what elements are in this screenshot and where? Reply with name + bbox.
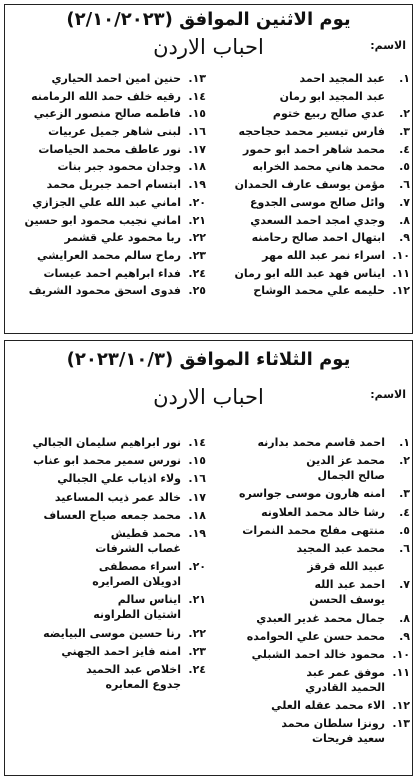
name-line: رونزا سلطان محمد (281, 717, 385, 731)
list-item (8, 124, 206, 139)
person-name (8, 89, 181, 104)
name-line: محمود خالد احمد الشبلي (251, 647, 385, 661)
person-name (8, 159, 181, 174)
person-name (8, 142, 181, 157)
item-number: ٢٠. (188, 195, 206, 209)
list-item (210, 523, 410, 538)
list-item (8, 106, 206, 121)
person-name (210, 106, 385, 121)
name-line: موفق عمر عبد (306, 666, 385, 680)
name-line: نور ابراهيم سليمان الجبالي (32, 436, 181, 449)
person-name (210, 230, 385, 245)
item-number: ١٦. (188, 472, 206, 486)
name-line: ربا محمود علي قشمر (64, 231, 181, 245)
list-item (210, 124, 410, 139)
name-line: نور عاطف محمد الحياصات (38, 142, 181, 156)
name-line-2: يوسف الحسن (309, 593, 385, 607)
list-item (8, 159, 206, 174)
person-name (8, 662, 181, 692)
person-name (8, 195, 181, 210)
item-number: ٢. (399, 454, 410, 468)
name-line: امنه فايز احمد الجهني (61, 644, 181, 658)
list-item (8, 508, 206, 523)
name-line-2: الحميد القادري (305, 681, 385, 695)
name-line-2: اشتيان الطراونه (93, 608, 181, 622)
person-name (8, 177, 181, 192)
item-number: ١٣. (188, 72, 206, 85)
day1-name-label: الاسم: (370, 39, 406, 52)
name-line-2: ادويلان الصرايره (92, 575, 181, 589)
list-item (210, 195, 410, 210)
list-item (8, 266, 206, 281)
list-item (8, 177, 206, 192)
name-line: رنا حسين موسى البيايضه (43, 626, 181, 640)
list-item (8, 213, 206, 228)
name-line: عبيد الله قرقز (307, 560, 385, 574)
name-line: فاطمه صالح منصور الزعبي (33, 107, 181, 121)
day1-left-column (8, 71, 206, 301)
item-number: ١١. (392, 266, 410, 280)
list-item (210, 453, 410, 483)
name-line: وجدي امجد احمد السعدي (250, 213, 385, 227)
item-number: ١٨. (188, 160, 206, 174)
person-name (8, 106, 181, 121)
day1-panel (4, 4, 413, 334)
person-name (210, 283, 385, 298)
name-line: لبنى شاهر جميل عربيات (48, 125, 181, 139)
item-number: ٢٥. (188, 284, 206, 298)
list-item (8, 248, 206, 263)
item-number: ٦. (399, 541, 410, 555)
item-number: ٢. (399, 107, 410, 121)
list-item (8, 471, 206, 486)
item-number: ٦. (399, 178, 410, 192)
name-line: فداء ابراهيم احمد عيسات (43, 266, 181, 280)
day2-name-label: الاسم: (370, 388, 406, 401)
item-number: ٥. (399, 160, 410, 174)
item-number: ١٤. (188, 89, 206, 103)
item-number: ١٣. (392, 717, 410, 731)
list-item (210, 248, 410, 263)
item-number: ١٥. (188, 107, 206, 121)
person-name (8, 471, 181, 486)
list-item (8, 559, 206, 589)
item-number: ٢١. (188, 593, 206, 607)
list-item (8, 526, 206, 556)
list-item (210, 435, 410, 450)
item-number: ٣. (399, 487, 410, 501)
list-item (210, 577, 410, 607)
day2-subtitle: احباب الاردن (153, 385, 264, 409)
item-number: ٤. (399, 142, 410, 156)
name-line: فدوى اسحق محمود الشريف (28, 284, 181, 298)
list-item (8, 490, 206, 505)
item-number: ١٥. (188, 454, 206, 468)
person-name (210, 647, 385, 662)
item-number: ٢٣. (188, 248, 206, 262)
list-item (8, 230, 206, 245)
name-line: عدي صالح ربيع ختوم (272, 107, 385, 121)
item-number: ١٢. (392, 284, 410, 298)
person-name (210, 142, 385, 157)
name-line: ايناس فهد عبد الله ابو رمان (234, 266, 385, 280)
person-name (8, 266, 181, 281)
item-number: ٢٤. (188, 662, 206, 676)
item-number: ١٠. (392, 647, 410, 661)
list-item (210, 230, 410, 245)
name-line: ابتهال احمد صالح رحامنه (251, 231, 385, 245)
person-name (210, 665, 385, 695)
name-line: محمد قطيش (110, 526, 181, 540)
person-name (210, 177, 385, 192)
person-name (210, 266, 385, 281)
name-line: خالد عمر ذيب المساعيد (54, 490, 181, 504)
item-number: ٨. (399, 213, 410, 227)
item-number: ٤. (399, 505, 410, 519)
list-item (210, 559, 410, 574)
person-name (210, 716, 385, 746)
name-line: ايناس سالم (117, 593, 181, 607)
day1-subtitle: احباب الاردن (153, 35, 264, 59)
name-line: احمد قاسم محمد بدارنه (257, 436, 385, 449)
item-number: ٢٢. (188, 626, 206, 640)
item-number: ٧. (399, 578, 410, 592)
person-name (8, 213, 181, 228)
list-item (210, 541, 410, 556)
person-name (8, 508, 181, 523)
person-name (8, 230, 181, 245)
list-item (8, 283, 206, 298)
list-item (210, 698, 410, 713)
person-name (210, 248, 385, 263)
name-line: محمد عبد المجيد (296, 541, 385, 555)
list-item (210, 716, 410, 746)
person-name (8, 559, 181, 589)
day2-panel (4, 340, 413, 776)
day2-left-column (8, 435, 206, 695)
list-item (8, 662, 206, 692)
item-number: ١. (399, 72, 410, 85)
name-line: محمد هاني محمد الخرابه (252, 160, 385, 174)
list-item (210, 647, 410, 662)
list-item (210, 177, 410, 192)
list-item (210, 159, 410, 174)
person-name (8, 124, 181, 139)
name-line-2: سعيد فريحات (312, 732, 385, 746)
person-name (210, 435, 385, 450)
list-item (8, 435, 206, 450)
person-name (210, 195, 385, 210)
name-line: اسراء نمر عبد الله مهر (262, 248, 385, 262)
person-name (210, 577, 385, 607)
day2-title: يوم الثلاثاء الموافق (٢٠٢٣/١٠/٣) (66, 349, 351, 370)
name-line: رشا خالد محمد العلاونه (261, 505, 385, 519)
list-item (8, 592, 206, 622)
item-number: ٨. (399, 611, 410, 625)
person-name (210, 124, 385, 139)
name-line: محمد جمعه صياح العساف (43, 508, 181, 522)
list-item (210, 629, 410, 644)
item-number: ٩. (399, 231, 410, 245)
person-name (8, 453, 181, 468)
name-line: احمد عبد الله (314, 578, 385, 592)
item-number: ٥. (399, 523, 410, 537)
name-line: وائل صالح موسى الجدوع (249, 195, 385, 209)
list-item (210, 213, 410, 228)
name-line: ولاء اذياب علي الجبالي (57, 472, 181, 486)
name-line: رماح سالم محمد العرايشي (36, 248, 181, 262)
list-item (8, 626, 206, 641)
name-line: اماني عبد الله علي الجزازي (32, 195, 181, 209)
person-name (8, 644, 181, 659)
person-name (210, 523, 385, 538)
name-line: اخلاص عبد الحميد (86, 662, 181, 676)
name-line: ابتسام احمد جبريل محمد (46, 178, 181, 192)
name-line-2: غصاب الشرفات (95, 541, 181, 555)
item-number: ١. (399, 436, 410, 449)
list-item (8, 644, 206, 659)
item-number: ٣. (399, 125, 410, 139)
list-item (210, 106, 410, 121)
person-name (210, 159, 385, 174)
name-line: جمال محمد غدير العبدي (256, 611, 385, 625)
item-number: ٧. (399, 195, 410, 209)
person-name (8, 248, 181, 263)
name-line-2: صالح الجمال (317, 469, 385, 483)
name-line: وجدان محمود جبر بنات (57, 160, 181, 174)
name-line: امنه هارون موسى جواسره (239, 487, 385, 501)
day1-right-column (210, 71, 410, 301)
name-line: الاء محمد عقله العلي (271, 699, 385, 713)
list-item (210, 505, 410, 520)
item-number: ٢٣. (188, 644, 206, 658)
name-line: اسراء مصطفى (98, 560, 181, 574)
list-item (210, 283, 410, 298)
list-item (8, 71, 206, 86)
name-line-2: جدوع المعابره (105, 677, 181, 691)
name-line: عبد المجيد احمد (299, 72, 385, 85)
item-number: ١٨. (188, 508, 206, 522)
list-item (210, 89, 410, 104)
name-line: عبد المجيد ابو رمان (279, 89, 385, 103)
list-item (8, 142, 206, 157)
name-line: محمد شاهر احمد ابو حمور (243, 142, 385, 156)
name-line: فارس تيسير محمد حجاحجه (238, 125, 385, 139)
name-line: مؤمن يوسف عارف الحمدان (234, 178, 385, 192)
item-number: ١٤. (188, 436, 206, 449)
person-name (8, 283, 181, 298)
person-name (210, 541, 385, 556)
person-name (210, 505, 385, 520)
name-line: محمد حسن علي الحوامده (246, 629, 385, 643)
list-item (8, 89, 206, 104)
person-name (8, 626, 181, 641)
person-name (8, 71, 181, 86)
list-item (210, 665, 410, 695)
person-name (210, 698, 385, 713)
person-name (8, 435, 181, 450)
item-number: ١١. (392, 666, 410, 680)
item-number: ١٩. (188, 526, 206, 540)
person-name (8, 490, 181, 505)
person-name (210, 559, 385, 574)
item-number: ١٠. (392, 248, 410, 262)
name-line: حنين امين احمد الحياري (51, 72, 181, 85)
person-name (210, 486, 385, 501)
item-number: ١٧. (188, 142, 206, 156)
person-name (210, 213, 385, 228)
name-line: محمد عز الدين (306, 454, 385, 468)
item-number: ٢٢. (188, 231, 206, 245)
person-name (8, 526, 181, 556)
name-line: حليمه علي محمد الوشاح (253, 284, 385, 298)
name-line: منتهى مفلح محمد النمرات (242, 523, 385, 537)
name-line: نورس سمير محمد ابو عناب (33, 454, 181, 468)
list-item (210, 266, 410, 281)
list-item (210, 142, 410, 157)
item-number: ٢٠. (188, 560, 206, 574)
person-name (210, 71, 385, 86)
list-item (210, 486, 410, 501)
list-item (210, 71, 410, 86)
person-name (210, 611, 385, 626)
person-name (210, 629, 385, 644)
list-item (8, 453, 206, 468)
item-number: ٢٤. (188, 266, 206, 280)
item-number: ٩. (399, 629, 410, 643)
person-name (210, 89, 385, 104)
day1-title: يوم الاثنين الموافق (٢/١٠/٢٠٢٣) (66, 9, 351, 30)
list-item (8, 195, 206, 210)
day2-right-column (210, 435, 410, 750)
item-number: ١٦. (188, 125, 206, 139)
item-number: ١٢. (392, 699, 410, 713)
name-line: رقيه خلف حمد الله الرمامنه (31, 89, 181, 103)
item-number: ١٩. (188, 178, 206, 192)
person-name (8, 592, 181, 622)
name-line: اماني نجيب محمود ابو حسين (24, 213, 181, 227)
item-number: ٢١. (188, 213, 206, 227)
person-name (210, 453, 385, 483)
item-number: ١٧. (188, 490, 206, 504)
list-item (210, 611, 410, 626)
